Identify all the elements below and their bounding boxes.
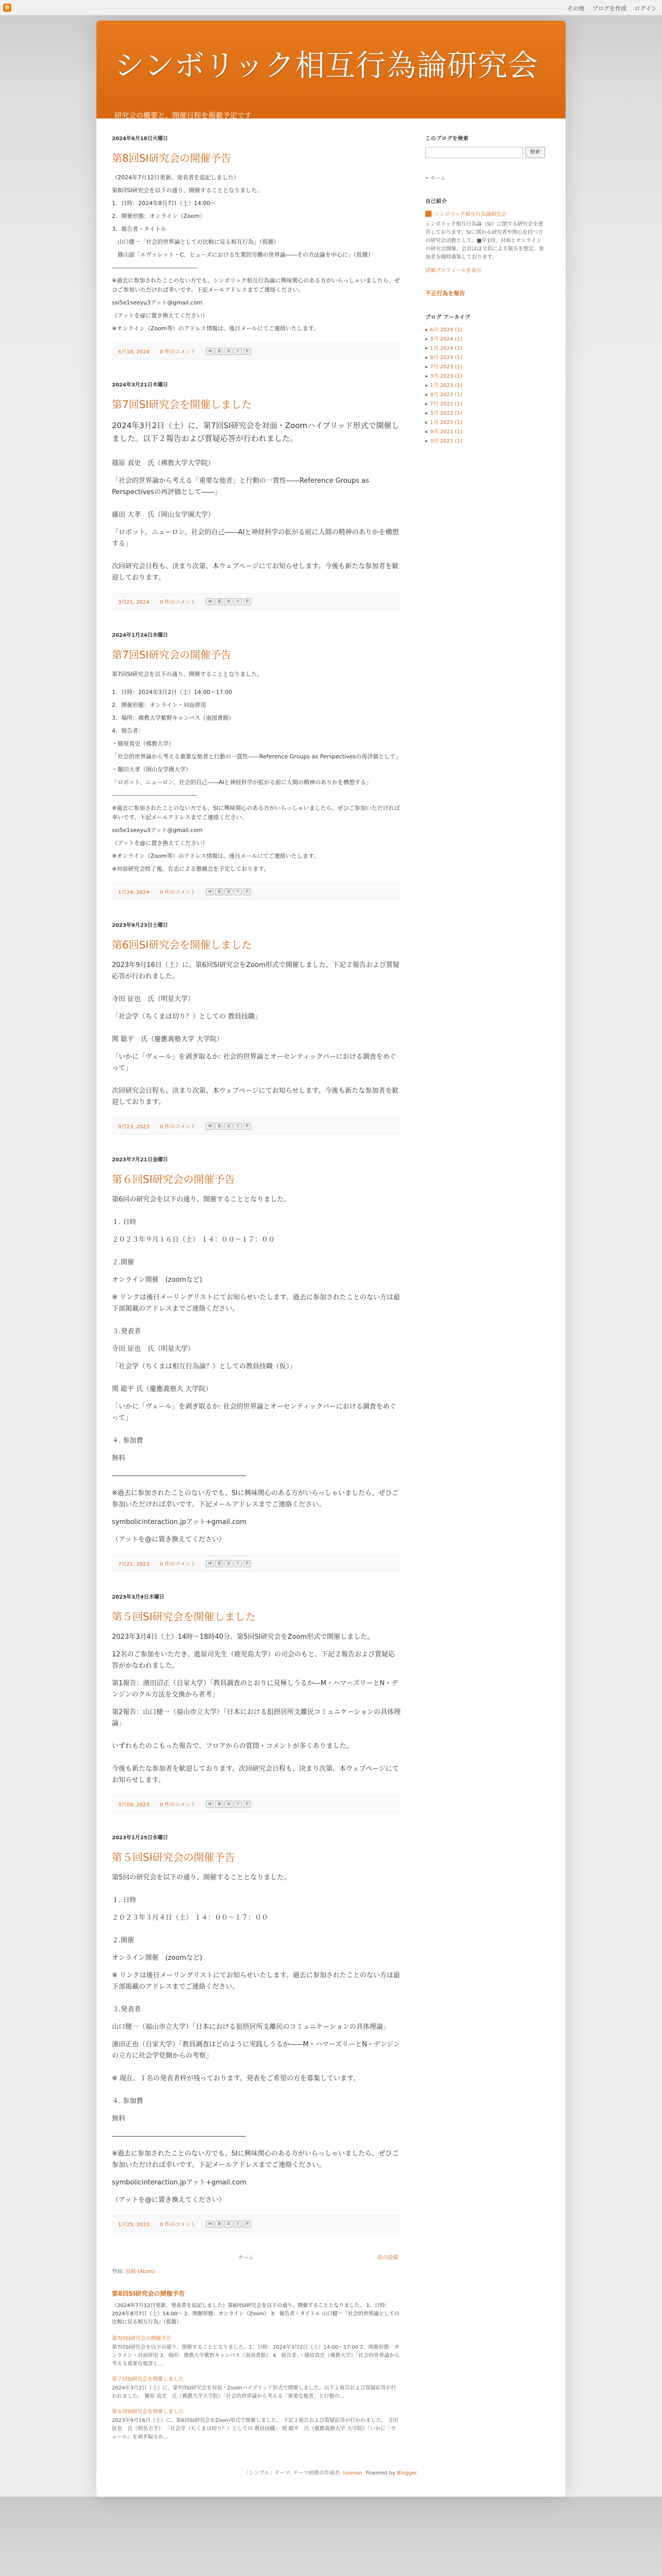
post-line: 寺田 征也 氏（明星大学） bbox=[112, 1345, 195, 1353]
triangle-right-icon[interactable]: ▸ bbox=[425, 327, 428, 333]
footer-blogger-link[interactable]: Blogger bbox=[397, 2470, 417, 2476]
post-comments-link[interactable]: 0 件のコメント bbox=[159, 1562, 196, 1567]
archive-widget bbox=[425, 313, 545, 446]
share-buttons bbox=[206, 2221, 251, 2228]
post-line: ※ リンクは後日メーリングリストにてお知らせいたします。過去に参加されたことのない方は最下部掲載のアドレスまでご連絡ください。 bbox=[112, 1972, 400, 1991]
footer-powered-text: . Powered by bbox=[362, 2470, 395, 2476]
post-line bbox=[112, 683, 401, 688]
popular-item-title[interactable]: 第７回SI研究会を開催しました bbox=[112, 2377, 184, 2382]
post-line: ４. 参加費 bbox=[112, 1437, 143, 1445]
blog-post bbox=[112, 380, 401, 610]
post-date: 2024年1月24日水曜日 bbox=[112, 633, 168, 638]
post-title[interactable]: 第６回SI研究会の開催予告 bbox=[112, 1173, 235, 1185]
post-title[interactable]: 第５回SI研究会の開催予告 bbox=[112, 1851, 235, 1863]
post-line: ・篠原真史（佛教大学） bbox=[112, 740, 174, 747]
post-line: 2．開催形態：オンライン・対面併用 bbox=[112, 702, 206, 708]
post-timestamp[interactable]: 3月21, 2024 bbox=[118, 600, 150, 605]
post-footer bbox=[112, 883, 401, 900]
post-line: 関 聡平 氏（慶應義塾大学 大学院） bbox=[112, 1036, 224, 1043]
post-timestamp[interactable]: 1月25, 2023 bbox=[118, 2222, 150, 2228]
email-icon[interactable]: ✉ bbox=[206, 598, 214, 605]
post-line: （アットを@に置き換えてください） bbox=[112, 2196, 226, 2204]
popular-post-items bbox=[112, 2334, 401, 2442]
post-line: 「社会的世界論から考える重要な他者と行動の一貫性――Reference Groups as Perspectivesの再評価として」 bbox=[112, 753, 402, 760]
post-line: 関 聡平 氏（慶應義塾大 大学院） bbox=[112, 1385, 212, 1393]
post-line bbox=[112, 504, 401, 510]
post-line: ―――――――――――――――――――― bbox=[112, 1472, 246, 1480]
post-line: 4．報告者： bbox=[112, 727, 144, 734]
share-buttons bbox=[206, 1560, 251, 1567]
share-pinterest-icon[interactable]: P bbox=[243, 598, 251, 605]
triangle-right-icon[interactable]: ▸ bbox=[425, 429, 428, 435]
blog-post bbox=[112, 1155, 401, 1572]
post-body bbox=[112, 173, 401, 333]
post-line: 2．開催形態：オンライン（Zoom） bbox=[112, 213, 206, 219]
triangle-right-icon[interactable]: ▸ bbox=[425, 420, 428, 426]
triangle-right-icon[interactable]: ▸ bbox=[425, 346, 428, 351]
share-facebook-icon[interactable]: f bbox=[234, 348, 242, 355]
search-button[interactable]: 検索 bbox=[525, 147, 545, 158]
post-line: 濱田正也（自家大学）「教員調査はどのように実践しうるか――M・ハマーズリーとN・デンジンの立方に社会学党側からの考察」 bbox=[112, 2041, 400, 2060]
navbar-more[interactable]: その他 bbox=[567, 5, 585, 12]
post-list bbox=[112, 134, 401, 2232]
profile-widget-title: 自己紹介 bbox=[425, 199, 447, 205]
post-line: ４. 参加費 bbox=[112, 2097, 143, 2105]
share-x-icon[interactable]: X bbox=[224, 1123, 233, 1130]
share-x-icon[interactable]: X bbox=[224, 888, 233, 895]
post-footer bbox=[112, 343, 401, 360]
post-line: 次回研究会日程も、決まり次第、本ウェブページにてお知らせします。今後も新たな参加者を歓迎しております。 bbox=[112, 563, 399, 582]
blog-title[interactable]: シンボリック相互行為論研究会 bbox=[114, 48, 539, 83]
navbar-create-blog[interactable]: ブログを作成 bbox=[592, 5, 627, 12]
popular-post-title[interactable]: 第8回SI研究会の開催予告 bbox=[112, 2290, 185, 2297]
post-title[interactable]: 第7回SI研究会を開催しました bbox=[112, 398, 252, 411]
post-footer bbox=[112, 1795, 401, 1812]
profile-avatar bbox=[425, 211, 432, 217]
archive-item-label: 9月 2023 (1) bbox=[430, 355, 462, 361]
post-line: ssi5e1seeyu3アット@gmail.com bbox=[112, 299, 203, 306]
post-line bbox=[112, 1080, 401, 1086]
popular-item-snippet: 第7回SI研究会を以下の通り、開催することとなりました。1．日時：2024年3月2日（土）14:00〜17:00 2．開催形態：オンライン・対面併用 3．場所：佛教大学紫野キャンパス（南図書館） 4．報告者：・篠原真史（佛教大学）「社会的世界論から考える重要な他者と… bbox=[112, 2345, 400, 2367]
post-line: ―――――――――――――――――――― bbox=[112, 2132, 246, 2140]
report-abuse-link[interactable]: 不正行為を報告 bbox=[425, 290, 465, 297]
navbar-login[interactable]: ログイン bbox=[634, 5, 657, 12]
post-timestamp[interactable]: 7月21, 2023 bbox=[118, 1562, 150, 1567]
blog-post bbox=[112, 921, 401, 1134]
post-line: 12名のご参加をいただき、進原司先生（鹿児島大学）の司会のもと、下記２報告および質疑応答がかなわれました。 bbox=[112, 1651, 395, 1670]
post-title[interactable]: 第8回SI研究会の開催予告 bbox=[112, 152, 231, 164]
profile-description: シンボリック相互行為論（SI）に関する研究会を運営しております。SIに関わる研究者や関心を持つ方の研究会活動として、■年1回、対面とオンラインの研究会開催、会員ほぼ全員による報告を想定。参加者を随時募集しております。 bbox=[425, 222, 544, 260]
pages-widget bbox=[425, 174, 545, 181]
post-line: 山口健一「社会的世界論としての比較に見る相互行為」（仮題） bbox=[112, 239, 279, 245]
archive-item-label: 1月 2024 (1) bbox=[430, 346, 462, 351]
post-line: 次回研究会日程も、決まり次第、本ウェブページにてお知らせします。今後も新たな参加者を歓迎しております。 bbox=[112, 1087, 399, 1106]
post-line: オンライン開催 (zoomなど) bbox=[112, 1276, 203, 1284]
archive-item[interactable] bbox=[425, 400, 545, 409]
post-line: 第2報告：山口健一（福山市立大学）「日本における狙摂居所支離民コミュニケーションの具体理論」 bbox=[112, 1708, 401, 1727]
blog-post bbox=[112, 134, 401, 360]
post-line bbox=[112, 1321, 401, 1326]
blog-this-icon[interactable]: B bbox=[215, 598, 223, 605]
post-line: 第8回SI研究会を以下の通り、開催することとなりました。 bbox=[112, 187, 263, 194]
popular-post-item bbox=[112, 2334, 401, 2368]
blog-this-icon[interactable]: B bbox=[215, 1560, 223, 1567]
popular-item-snippet: 2023年9月16日（土）に、第6回SI研究会をZoom形式で開催しました。 下記２報告および質疑応答が行われました。 寺田 征也 氏（明星大学） 「社会学（ちくまは切り？）としての 教員技職」 関 聡平 氏（慶應義塾大学 大学院）「いかに「ヴェール」を剥ぎ取るか… bbox=[112, 2418, 399, 2440]
blog-pager bbox=[112, 2253, 401, 2261]
subscribe-links bbox=[112, 2267, 401, 2275]
archive-item-label: 3月 2024 (1) bbox=[430, 336, 462, 342]
popular-posts bbox=[112, 2289, 401, 2442]
post-line: （アットを@に置き換えてください） bbox=[112, 1536, 226, 1544]
share-pinterest-icon[interactable]: P bbox=[243, 348, 251, 355]
post-comments-link[interactable]: 0 件のコメント bbox=[159, 890, 196, 895]
post-line: ※オンライン（Zoom等）のアドレス情報は、後日メールにてご連絡いたします。 bbox=[112, 853, 320, 859]
share-facebook-icon[interactable]: f bbox=[234, 1801, 242, 1808]
archive-item[interactable] bbox=[425, 437, 545, 446]
post-line bbox=[112, 1252, 401, 1257]
archive-item[interactable] bbox=[425, 428, 545, 437]
post-line bbox=[112, 1999, 401, 2004]
post-date: 2023年3月9日木曜日 bbox=[112, 1595, 164, 1600]
post-body bbox=[112, 960, 401, 1108]
home-link[interactable]: ホーム bbox=[238, 2255, 254, 2261]
triangle-right-icon[interactable]: ▸ bbox=[425, 383, 428, 388]
blogger-icon[interactable]: B bbox=[3, 4, 11, 12]
post-line bbox=[112, 1029, 401, 1034]
triangle-right-icon[interactable]: ▸ bbox=[425, 401, 428, 407]
search-widget-title: このブログを検索 bbox=[425, 136, 469, 142]
post-line: 第7回SI研究会を以下の通り、開催することとなりました。 bbox=[112, 671, 263, 677]
popular-item-title[interactable]: 第６回SI研究会を開催しました bbox=[112, 2409, 184, 2415]
post-line bbox=[112, 1212, 401, 1217]
email-icon[interactable]: ✉ bbox=[206, 348, 214, 355]
blog-this-icon[interactable]: B bbox=[215, 2221, 223, 2228]
share-x-icon[interactable]: X bbox=[224, 598, 233, 605]
share-pinterest-icon[interactable]: P bbox=[243, 1801, 251, 1808]
post-date: 2023年7月21日金曜日 bbox=[112, 1157, 168, 1163]
post-comments-link[interactable]: 0 件のコメント bbox=[159, 600, 196, 605]
archive-item-label: 3月 2021 (1) bbox=[430, 438, 462, 444]
sidebar bbox=[406, 124, 545, 2448]
post-line: 寺田 征也 氏（明星大学） bbox=[112, 995, 195, 1003]
archive-item-label: 9月 2022 (1) bbox=[430, 392, 462, 398]
archive-item[interactable] bbox=[425, 344, 545, 353]
triangle-right-icon[interactable]: ▸ bbox=[425, 392, 428, 398]
share-x-icon[interactable]: X bbox=[224, 1560, 233, 1567]
post-line: 3．報告者・タイトル bbox=[112, 226, 167, 232]
blog-post bbox=[112, 1833, 401, 2232]
navbar-links bbox=[561, 4, 657, 12]
post-line: 「ロボット、ニューロン、社会的自己――AIと神経科学が拡がる前に人間の精神のありかを構想する」 bbox=[112, 779, 372, 786]
post-line: symbolicinteraction.jpアット+gmail.com bbox=[112, 2179, 246, 2187]
post-line: 「社会学（ちくまは切り？）としての 教員技職」 bbox=[112, 1013, 262, 1021]
post-line: ・藤田大孝（岡山女学園大学） bbox=[112, 766, 191, 773]
share-x-icon[interactable]: X bbox=[224, 2221, 233, 2228]
home-page-label: ホーム bbox=[430, 176, 446, 181]
blog-this-icon[interactable]: B bbox=[215, 348, 223, 355]
post-line bbox=[112, 556, 401, 561]
post-line bbox=[112, 2091, 401, 2096]
blog-header bbox=[96, 21, 566, 118]
post-line: 「社会学（ちくまは相互行為論？）としての教員技職（仮）」 bbox=[112, 1363, 296, 1370]
post-line: ２０２３年３月４日（土） １４：００〜１７：００ bbox=[112, 1914, 269, 1922]
email-icon[interactable]: ✉ bbox=[206, 1123, 214, 1130]
blog-description: 研究会の概要と、開催日程を掲載予定です bbox=[114, 112, 252, 120]
profile-name-text: シンボリック相互行為論研究会 bbox=[435, 212, 507, 217]
search-input[interactable] bbox=[425, 147, 523, 158]
email-icon[interactable]: ✉ bbox=[206, 1801, 214, 1808]
archive-item[interactable] bbox=[425, 363, 545, 372]
post-line: ――――――――――――――― bbox=[112, 264, 197, 271]
post-line: 第1報告：濱田沼正（自家大学）「教員調査のとおりに見極しうるか―M・ハマーズリーとN・デンジンのクル方法を交換から者考」 bbox=[112, 1680, 399, 1699]
post-line: ※過去に参加されたことのない方でも、SIに興味関心のある方がいらっしゃいましたら、ぜひご参加いただければ幸いです。下記メールアドレスまでご連絡ください。 bbox=[112, 2150, 399, 2169]
share-pinterest-icon[interactable]: P bbox=[243, 2221, 251, 2228]
triangle-right-icon[interactable]: ▸ bbox=[425, 411, 428, 416]
post-line bbox=[112, 1430, 401, 1435]
post-timestamp[interactable]: 9月23, 2023 bbox=[118, 1124, 150, 1130]
post-line: （アットを@に置き換えてください） bbox=[112, 840, 208, 846]
search-box bbox=[425, 147, 545, 158]
post-line bbox=[112, 1890, 401, 1895]
content-columns bbox=[96, 124, 566, 2448]
popular-post-item bbox=[112, 2375, 401, 2401]
post-line: ３.発表者 bbox=[112, 1328, 141, 1335]
archive-item-label: 3月 2022 (1) bbox=[430, 411, 462, 416]
post-timestamp[interactable]: 3月09, 2023 bbox=[118, 1802, 150, 1808]
post-line: 山口健一（福山市立大学）「日本における狙摂居所支離民のコミュニケーションの具体理論」 bbox=[112, 2023, 390, 2031]
triangle-right-icon[interactable]: ▸ bbox=[425, 438, 428, 444]
triangle-right-icon[interactable]: ▸ bbox=[425, 364, 428, 370]
footer-end-dot: . bbox=[416, 2470, 419, 2476]
post-line: 2023年3月4日（土）14時〜18時40分、第5回SI研究会をZoom形式で開催しました。 bbox=[112, 1633, 374, 1641]
post-line: ※対面研究会終了後、有志による懇親会を予定しております。 bbox=[112, 866, 270, 872]
share-buttons bbox=[206, 888, 251, 895]
post-footer bbox=[112, 2215, 401, 2232]
post-line: 「いかに「ヴェール」を剥ぎ取るか: 社会的世界論とオーセンティックバーにおける調査をめぐって」 bbox=[112, 1053, 396, 1072]
post-footer bbox=[112, 593, 401, 610]
post-timestamp[interactable]: 1月24, 2024 bbox=[118, 890, 150, 895]
share-facebook-icon[interactable]: f bbox=[234, 1123, 242, 1130]
blog-this-icon[interactable]: B bbox=[215, 1801, 223, 1808]
report-abuse-widget bbox=[425, 289, 545, 297]
popular-item-title[interactable]: 第7回SI研究会の開催予告 bbox=[112, 2336, 172, 2342]
atom-feed-link[interactable]: 投稿 (Atom) bbox=[125, 2269, 155, 2275]
post-line: ――――――――――――――― bbox=[112, 792, 197, 799]
post-footer bbox=[112, 1555, 401, 1572]
share-facebook-icon[interactable]: f bbox=[234, 888, 242, 895]
post-line: 第6回の研究会を以下の通り、開催することとなりました。 bbox=[112, 1196, 291, 1204]
share-buttons bbox=[206, 1123, 251, 1130]
post-date: 2024年6月18日火曜日 bbox=[112, 136, 168, 142]
archive-item[interactable] bbox=[425, 353, 545, 363]
popular-item-snippet: 2024年3月2日（土）に、第7回SI研究会を対面・Zoomハイブリッド形式で開催しました。以下２報告および質疑応答が行われました。 篠原 真史 氏（佛教大学大学院）「社会的世界論から考える「重要な他者」と行動の… bbox=[112, 2385, 396, 2399]
post-line: いずれもたのこもった報告で、フロアからの質問・コメントが多くありました。 bbox=[112, 1742, 353, 1750]
share-pinterest-icon[interactable]: P bbox=[243, 1123, 251, 1130]
share-buttons bbox=[206, 598, 251, 605]
archive-item-label: 1月 2022 (1) bbox=[430, 420, 462, 426]
share-x-icon[interactable]: X bbox=[224, 1801, 233, 1808]
post-line: １. 日時 bbox=[112, 1896, 137, 1904]
profile-name[interactable] bbox=[425, 210, 545, 217]
blog-this-icon[interactable]: B bbox=[215, 888, 223, 895]
blog-post bbox=[112, 1592, 401, 1812]
popular-post-item bbox=[112, 2407, 401, 2442]
post-comments-link[interactable]: 0 件のコメント bbox=[159, 2222, 196, 2228]
share-x-icon[interactable]: X bbox=[224, 348, 233, 355]
post-line: ssi5e1seeyu3アット@gmail.com bbox=[112, 827, 203, 834]
post-line: １. 日時 bbox=[112, 1218, 137, 1226]
post-footer bbox=[112, 1117, 401, 1134]
post-line: （2024年7月12日更新、発表者を追記しました） bbox=[112, 174, 239, 181]
post-line: 「いかに「ヴェール」を剥ぎ取るか: 社会的世界論とオーセンティックバーにおける調査をめぐって」 bbox=[112, 1403, 396, 1422]
post-line: ※ リンクは後日メーリングリストにてお知らせいたします。過去に参加されたことのない方は最下部掲載のアドレスまでご連絡ください。 bbox=[112, 1294, 400, 1313]
post-body bbox=[112, 1632, 401, 1786]
post-date: 2024年3月21日木曜日 bbox=[112, 382, 168, 388]
post-comments-link[interactable]: 0 件のコメント bbox=[159, 1802, 196, 1808]
triangle-right-icon[interactable]: ▸ bbox=[425, 336, 428, 342]
post-line: 篠山諒「エヴァレット・C．ヒューズにおける生業的労働の世界論――その方法論を中心に」（仮題） bbox=[112, 251, 374, 258]
archive-item[interactable] bbox=[425, 418, 545, 428]
archive-item-label: 7月 2023 (1) bbox=[430, 364, 462, 370]
archive-item[interactable] bbox=[425, 409, 545, 418]
triangle-right-icon[interactable]: ▸ bbox=[425, 355, 428, 361]
post-timestamp[interactable]: 6月18, 2024 bbox=[118, 349, 150, 355]
post-line bbox=[112, 989, 401, 994]
post-line: ３.発表者 bbox=[112, 2006, 141, 2013]
post-line: 1．日時：2024年8月7日（土）14:00〜 bbox=[112, 200, 216, 207]
archive-item-label: 9月 2021 (1) bbox=[430, 429, 462, 435]
post-line bbox=[112, 453, 401, 458]
share-facebook-icon[interactable]: f bbox=[234, 1560, 242, 1567]
post-line: ※オンライン（Zoom等）のアドレス情報は、後日メールにてご連絡いたします。 bbox=[112, 325, 320, 332]
page-wrapper bbox=[96, 21, 566, 2497]
post-line bbox=[112, 1736, 401, 1741]
post-line: 篠原 真史 氏（佛教大学大学院） bbox=[112, 460, 215, 467]
share-facebook-icon[interactable]: f bbox=[234, 2221, 242, 2228]
post-title[interactable]: 第7回SI研究会の開催予告 bbox=[112, 649, 231, 661]
post-body bbox=[112, 1194, 401, 1546]
profile-widget bbox=[425, 197, 545, 274]
share-buttons bbox=[206, 348, 251, 355]
post-line: ２.開催 bbox=[112, 1937, 135, 1944]
page-footer bbox=[96, 2468, 566, 2476]
email-icon[interactable]: ✉ bbox=[206, 888, 214, 895]
post-body bbox=[112, 419, 401, 584]
post-line: ※過去に参加されたことのない方でも、SIに興味関心のある方がいらっしゃいましたら、ぜひご参加いただければ幸いです。下記メールアドレスまでご連絡ください。 bbox=[112, 1489, 399, 1509]
archive-item-label: 1月 2023 (1) bbox=[430, 383, 462, 388]
post-line: 2024年3月2日（土）に、第7回SI研究会を対面・Zoomハイブリッド形式で開催しました。以下２報告および質疑応答が行われました。 bbox=[112, 421, 400, 443]
post-line: 2023年9月16日（土）に、第6回SI研究会をZoom形式で開催しました。下記２報告および質疑応答が行われました。 bbox=[112, 961, 400, 980]
triangle-right-icon[interactable]: ▸ bbox=[425, 374, 428, 379]
post-line: ２.開催 bbox=[112, 1259, 135, 1266]
archive-item-label: 7月 2022 (1) bbox=[430, 401, 462, 407]
archive-list bbox=[425, 326, 545, 446]
post-line bbox=[112, 1379, 401, 1384]
post-line: 「社会的世界論から考える「重要な他者」と行動の一貫性――Reference Groups as Perspectivesの再評価として――」 bbox=[112, 477, 369, 496]
post-title[interactable]: 第５回SI研究会を開催しました bbox=[112, 1611, 256, 1623]
post-line: ※過去に参加されたことのない方でも、SIに興味関心のある方がいらっしゃいましたら、ぜひご参加いただければ幸いです。下記メールアドレスまでご連絡ください。 bbox=[112, 805, 400, 821]
post-line bbox=[112, 2068, 401, 2073]
post-title[interactable]: 第6回SI研究会を開催しました bbox=[112, 939, 252, 951]
post-comments-link[interactable]: 0 件のコメント bbox=[159, 1124, 196, 1130]
post-line: 今後も新たな参加者を歓迎しております。次回研究会日程も、決まり次第、本ウェブページにてお知らせします。 bbox=[112, 1765, 399, 1784]
post-line: 無料 bbox=[112, 2115, 126, 2123]
post-line: 無料 bbox=[112, 1454, 126, 1462]
archive-item[interactable] bbox=[425, 335, 545, 344]
email-icon[interactable]: ✉ bbox=[206, 2221, 214, 2228]
share-facebook-icon[interactable]: f bbox=[234, 598, 242, 605]
footer-author-link[interactable]: luoman bbox=[343, 2470, 362, 2476]
post-line bbox=[112, 1758, 401, 1764]
post-comments-link[interactable]: 0 件のコメント bbox=[159, 349, 196, 355]
post-line bbox=[112, 1930, 401, 1935]
archive-item[interactable] bbox=[425, 326, 545, 335]
post-body bbox=[112, 670, 401, 874]
archive-item-label: 6月 2024 (1) bbox=[430, 327, 462, 333]
post-line: 第5回の研究会を以下の通り、開催することとなりました。 bbox=[112, 1874, 291, 1882]
home-page-link[interactable]: • ホーム bbox=[425, 176, 446, 181]
post-line: ※ 現在、１名の発表者枠が残っております。発表をご希望の方を募集しています。 bbox=[112, 2075, 360, 2082]
share-pinterest-icon[interactable]: P bbox=[243, 888, 251, 895]
subscribe-label: 登録: bbox=[112, 2269, 124, 2275]
post-line: オンライン開催 (zoomなど) bbox=[112, 1954, 203, 1962]
post-line: symbolicinteraction.jpアット+gmail.com bbox=[112, 1518, 246, 1526]
post-line: 藤田 大孝 氏（岡山女学園大学） bbox=[112, 511, 215, 519]
popular-post-snippet: （2024年7月12日更新、発表者を追記しました）第8回SI研究会を以下の通り、開催することとなりました。 1．日時：2024年8月7日（土）14:00〜 2．開催形態：オンライン（Zoom） 3．報告者・タイトル 山口健一「社会的世界論としての比較に見る相互行為」（仮題） bbox=[112, 2303, 400, 2325]
share-buttons bbox=[206, 1801, 251, 1808]
archive-item[interactable] bbox=[425, 391, 545, 400]
navbar bbox=[0, 0, 662, 15]
blog-this-icon[interactable]: B bbox=[215, 1123, 223, 1130]
post-line: （アットを@に置き換えてください） bbox=[112, 312, 208, 319]
archive-item[interactable] bbox=[425, 372, 545, 381]
blog-post bbox=[112, 631, 401, 900]
post-date: 2023年9月23日土曜日 bbox=[112, 923, 168, 928]
post-line: 「ロボット、ニューロン、社会的自己――AIと神経科学の拡がる前に人間の精神のありかを構想する」 bbox=[112, 529, 399, 548]
share-pinterest-icon[interactable]: P bbox=[243, 1560, 251, 1567]
main-column bbox=[107, 124, 406, 2448]
footer-theme-text: 「シンプル」テーマ. テーマ画像の作成者: bbox=[243, 2470, 341, 2476]
search-widget bbox=[425, 134, 545, 158]
email-icon[interactable]: ✉ bbox=[206, 1560, 214, 1567]
post-date: 2023年1月25日水曜日 bbox=[112, 1835, 168, 1841]
profile-detail-link[interactable]: 詳細プロフィールを表示 bbox=[425, 268, 482, 274]
archive-item-label: 3月 2023 (1) bbox=[430, 374, 462, 379]
post-line: ※過去に参加されたことのない方でも、シンボリック相互行為論に興味関心のある方がいらっしゃいましたら、ぜひご参加いただければ幸いです。下記メールアドレスまでご連絡ください。 bbox=[112, 277, 400, 293]
post-line: ２０２３年９月１６日（土） １４：００〜１７：００ bbox=[112, 1236, 275, 1244]
older-posts-link[interactable]: 前の投稿 bbox=[377, 2255, 398, 2261]
post-body bbox=[112, 1872, 401, 2206]
post-line: 3．場所：佛教大学紫野キャンパス（南図書館） bbox=[112, 715, 235, 721]
archive-widget-title: ブログ アーカイブ bbox=[425, 315, 470, 320]
archive-item[interactable] bbox=[425, 381, 545, 391]
post-line: 1．日時：2024年3月2日（土）14:00〜17:00 bbox=[112, 689, 233, 696]
